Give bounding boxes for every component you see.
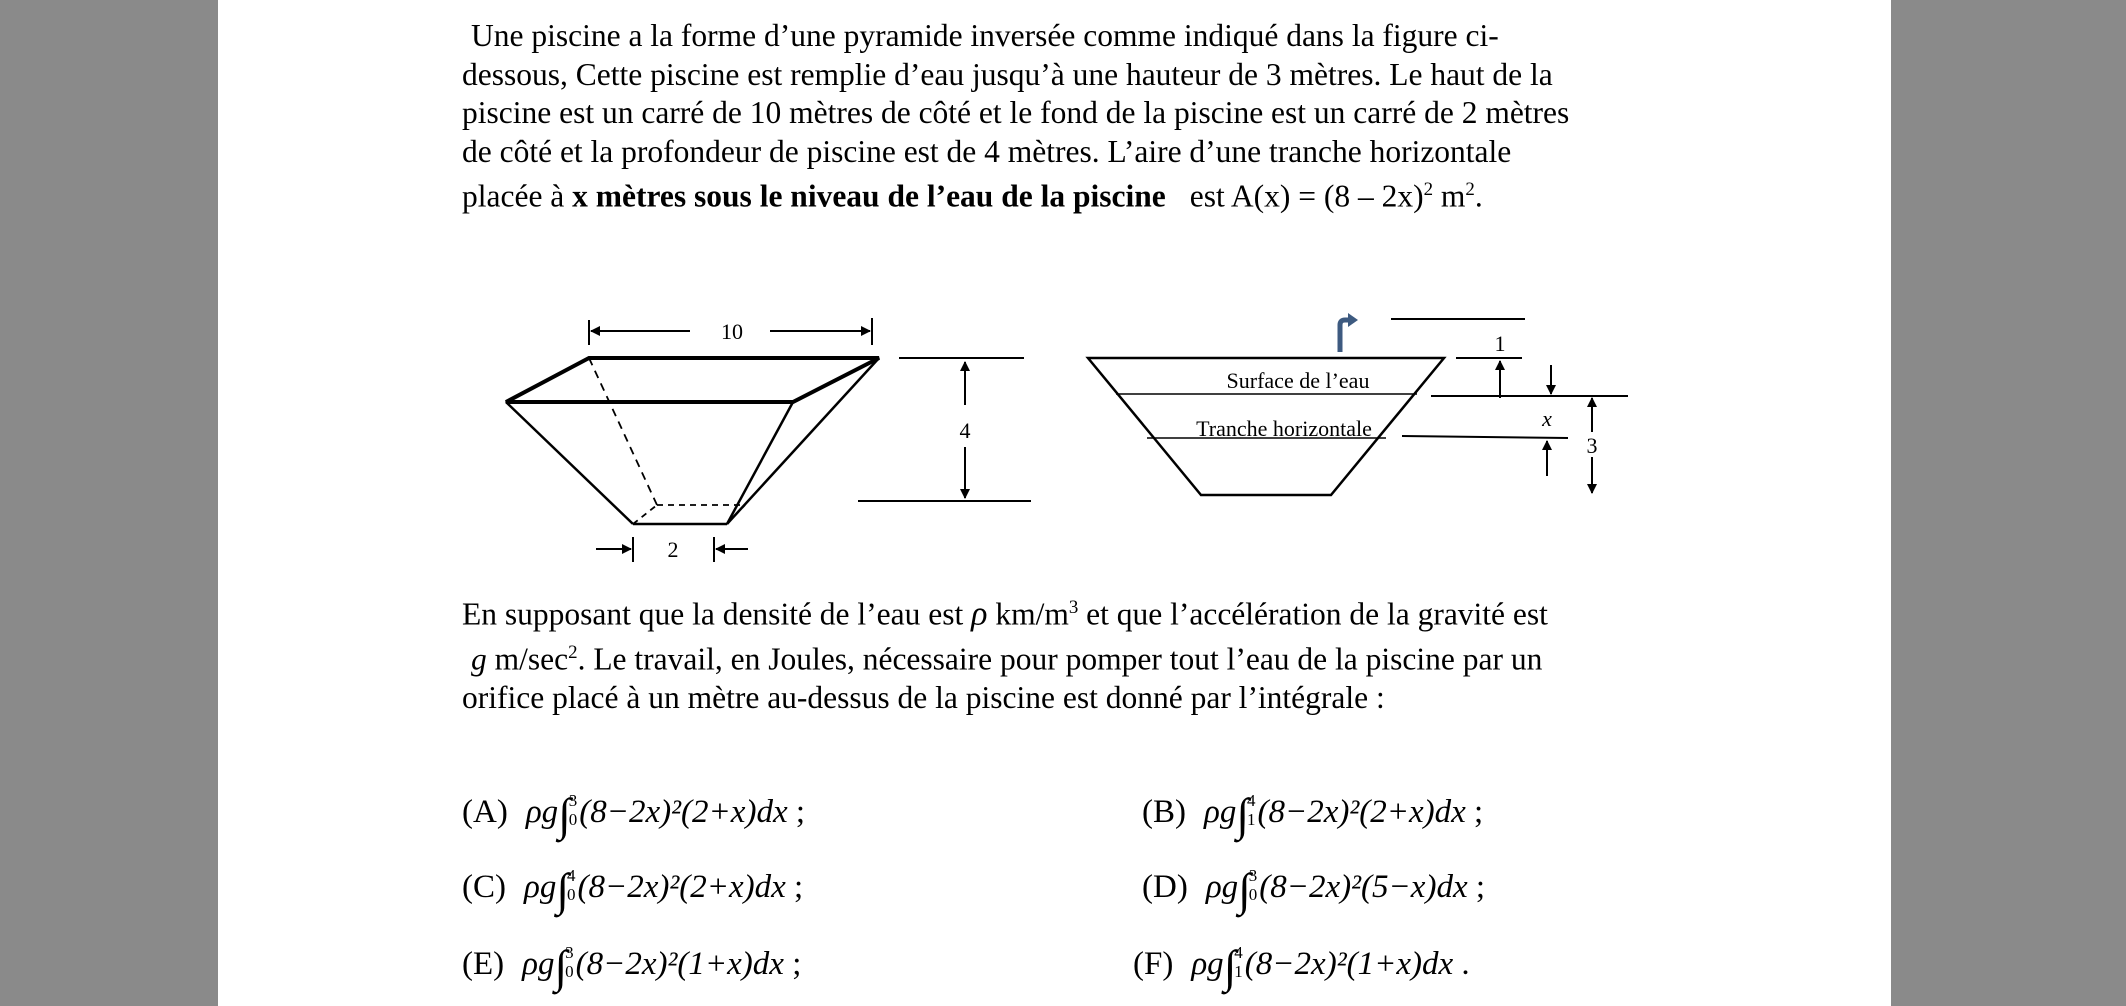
option-d-upper: 3 — [1248, 866, 1258, 886]
option-f-expression: (8−2x)²(1+x)dx — [1244, 946, 1454, 982]
rho-symbol: ρ — [971, 595, 988, 633]
intro-line-2: dessous, Cette piscine est remplie d’eau jusqu’à une hauteur de 3 mètres. Le haut de la — [462, 56, 1553, 92]
intro-line-3: piscine est un carré de 10 mètres de côté et le fond de la piscine est un carré de 2 mètres — [462, 95, 1570, 130]
option-e-upper: 3 — [565, 943, 574, 963]
option-a-limits — [569, 791, 578, 829]
g-symbol: g — [471, 641, 487, 677]
option-c-label: (C) — [462, 869, 506, 905]
question-line-2-b: . Le travail, en Joules, nécessaire pour pomper tout l’eau de la piscine par un — [577, 641, 1543, 677]
option-f-end: . — [1453, 946, 1470, 982]
depth-label: 4 — [959, 418, 971, 443]
question-line-3: orifice placé à un mètre au-dessus de la piscine est donné par l’intégrale : — [462, 680, 1385, 715]
option-d-limits — [1249, 866, 1258, 904]
water-height-label: 3 — [1586, 433, 1598, 458]
integral-sign-icon: ∫ — [558, 789, 571, 840]
outlet-arrow-icon — [1348, 313, 1358, 327]
intro-line-4: de côté et la profondeur de piscine est de 4 mètres. L’aire d’une tranche horizontale — [462, 133, 1512, 169]
option-c-limits — [567, 866, 576, 904]
pool-back-right-edge — [727, 358, 879, 524]
option-c-prefix: ρg — [524, 869, 557, 905]
option-c-end: ; — [785, 869, 804, 905]
problem-question — [462, 589, 1662, 718]
option-a[interactable] — [462, 789, 806, 840]
area-unit: m — [1433, 178, 1466, 214]
option-a-label: (A) — [462, 794, 508, 830]
question-line-1-a: En supposant que la densité de l’eau est — [462, 596, 972, 632]
depth-dimension — [858, 358, 1031, 501]
option-b-end: ; — [1465, 794, 1484, 830]
option-c-expression: (8−2x)²(2+x)dx — [577, 869, 786, 905]
option-e-label: (E) — [462, 946, 505, 982]
option-f-lower: 1 — [1234, 962, 1243, 982]
option-a-end: ; — [787, 794, 806, 830]
pump-height-label: 1 — [1494, 331, 1506, 356]
option-e-end: ; — [783, 946, 802, 982]
area-period: . — [1474, 178, 1483, 214]
top-side-label: 10 — [721, 319, 743, 344]
pool-hidden-back-edge — [589, 358, 657, 505]
question-line-2 — [462, 634, 1662, 679]
option-b-lower: 1 — [1246, 810, 1256, 830]
integral-sign-icon: ∫ — [1238, 864, 1251, 915]
option-b-upper: 4 — [1246, 791, 1256, 811]
option-a-lower: 0 — [568, 810, 578, 830]
intro-line-5-start: placée à — [462, 178, 573, 214]
pool-front-left-edge — [506, 402, 633, 524]
option-e-lower: 0 — [565, 962, 574, 982]
pool-top-square — [506, 358, 879, 402]
option-c-lower: 0 — [566, 885, 576, 905]
option-c[interactable] — [462, 864, 804, 915]
gravity-unit: m/sec — [486, 641, 569, 677]
question-line-1 — [462, 589, 1662, 634]
area-exponent: 2 — [1423, 179, 1434, 200]
slice-depth-label: x — [1542, 406, 1552, 431]
option-a-expression: (8−2x)²(2+x)dx — [579, 794, 788, 830]
question-line-1-c: et que l’accélération de la gravité est — [1078, 596, 1548, 632]
pool-hidden-bottom-left — [633, 505, 657, 524]
option-d-end: ; — [1467, 869, 1486, 905]
option-d-lower: 0 — [1248, 885, 1258, 905]
option-e-limits — [565, 943, 574, 981]
area-formula: est A(x) = (8 – 2x) — [1189, 178, 1424, 214]
right-dimensions — [1391, 319, 1628, 493]
option-b-label: (B) — [1142, 794, 1186, 830]
option-e[interactable] — [462, 941, 802, 992]
surface-label: Surface de l’eau — [1226, 368, 1370, 393]
bottom-side-label: 2 — [667, 537, 679, 562]
option-b-expression: (8−2x)²(2+x)dx — [1257, 794, 1466, 830]
option-f-limits — [1234, 943, 1243, 981]
option-d-expression: (8−2x)²(5−x)dx — [1259, 869, 1468, 905]
option-f[interactable] — [1133, 941, 1470, 992]
gravity-exponent: 2 — [568, 642, 578, 663]
option-f-prefix: ρg — [1191, 946, 1224, 982]
option-a-upper: 3 — [568, 791, 578, 811]
intro-bold-phrase: x mètres sous le niveau de l’eau de la piscine — [572, 178, 1166, 214]
option-e-prefix: ρg — [522, 946, 555, 982]
option-b[interactable] — [1142, 789, 1484, 840]
density-unit: km/m — [987, 596, 1069, 632]
option-d[interactable] — [1142, 864, 1486, 915]
option-b-prefix: ρg — [1204, 794, 1237, 830]
pyramid-3d-drawing — [506, 358, 879, 524]
slice-label: Tranche horizontale — [1196, 416, 1372, 441]
option-f-upper: 4 — [1234, 943, 1243, 963]
integral-sign-icon: ∫ — [554, 941, 568, 992]
option-e-expression: (8−2x)²(1+x)dx — [575, 946, 784, 982]
integral-sign-icon: ∫ — [556, 864, 569, 915]
option-b-limits — [1247, 791, 1256, 829]
option-a-prefix: ρg — [525, 794, 559, 830]
option-f-label: (F) — [1133, 946, 1174, 982]
intro-line-1: Une piscine a la forme d’une pyramide inversée comme indiqué dans la figure ci- — [471, 18, 1499, 53]
integral-sign-icon: ∫ — [1223, 941, 1237, 992]
option-d-prefix: ρg — [1205, 869, 1239, 905]
density-exponent: 3 — [1068, 597, 1079, 618]
option-c-upper: 4 — [566, 866, 576, 886]
area-unit-exponent: 2 — [1465, 179, 1475, 200]
integral-sign-icon: ∫ — [1236, 789, 1249, 840]
option-d-label: (D) — [1142, 869, 1188, 905]
